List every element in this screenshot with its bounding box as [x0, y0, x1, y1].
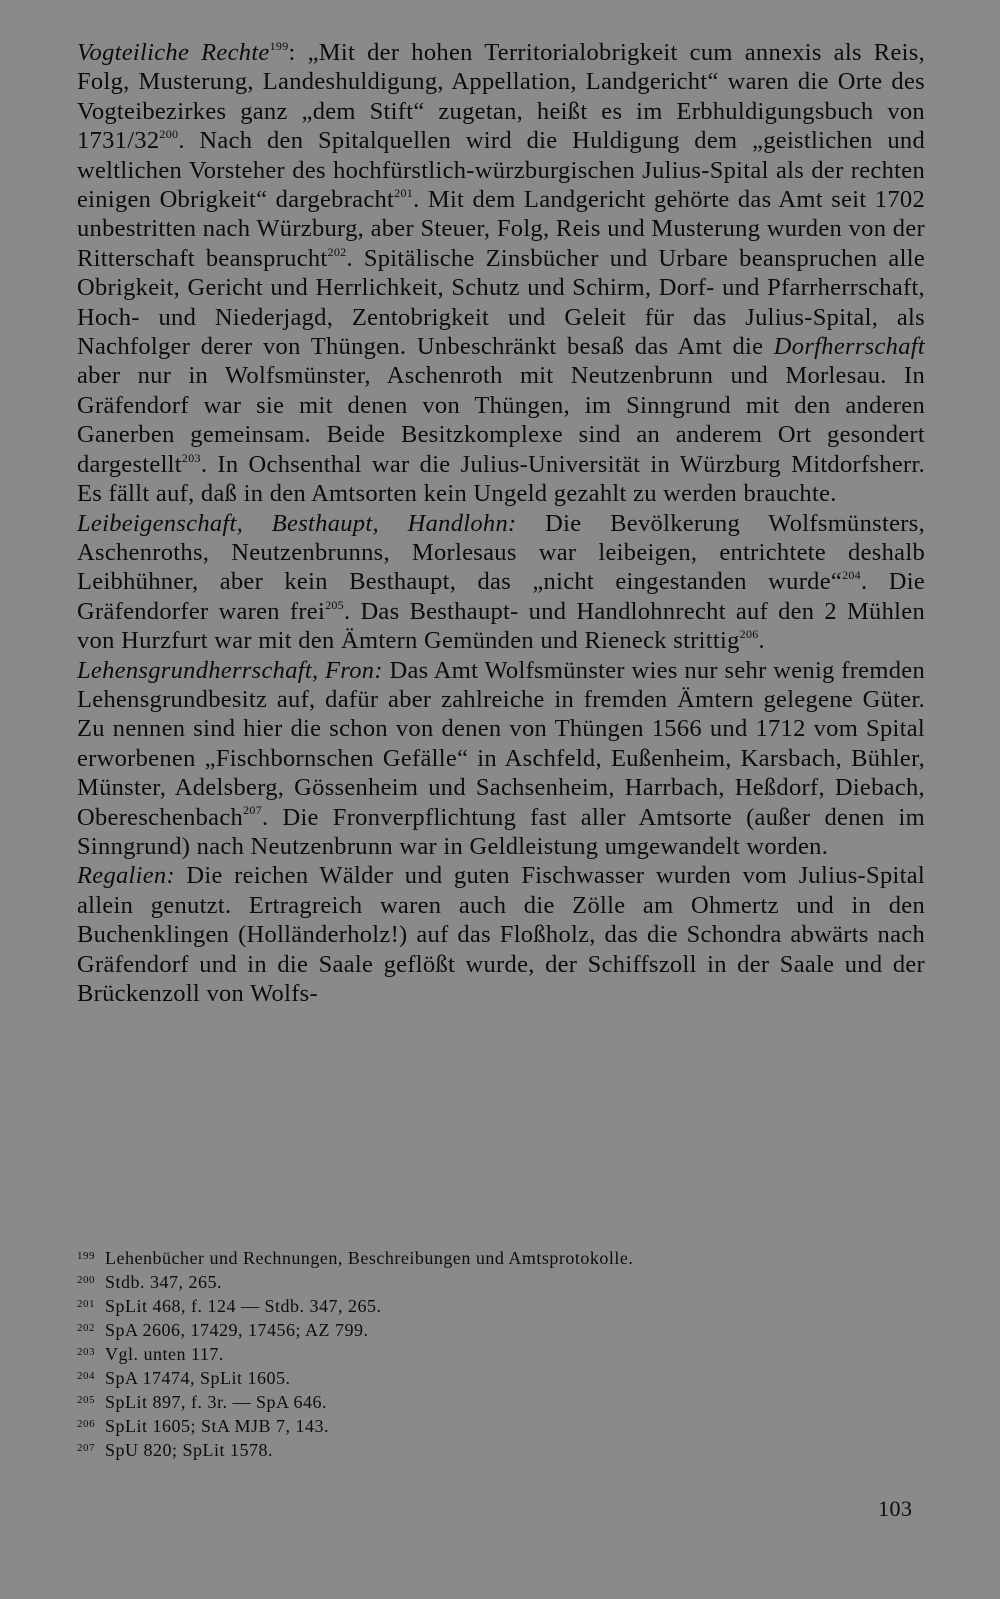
footnote-number: 201	[77, 1298, 95, 1310]
page-number: 103	[878, 1496, 913, 1521]
footnote-text: SpA 2606, 17429, 17456; AZ 799.	[105, 1320, 369, 1340]
paragraph-vogteiliche-rechte	[77, 38, 925, 509]
section-heading-vogteiliche-rechte: Vogteiliche Rechte	[77, 39, 270, 66]
footnote	[77, 1390, 925, 1414]
footnote-text: SpA 17474, SpLit 1605.	[105, 1368, 291, 1388]
footnote-text: SpLit 897, f. 3r. — SpA 646.	[105, 1392, 328, 1412]
paragraph-leibeigenschaft	[77, 509, 925, 656]
footnote-ref-206[interactable]: 206	[739, 626, 759, 641]
text-run: Das Amt Wolfsmünster wies nur sehr wenig fremden Lehensgrundbesitz auf, dafür aber zahlreiche in fremden Ämtern gelegene Güter. Zu nennen sind hier die schon von denen von Thüngen 1566 und 1712 vom Spital erworbenen „Fischbornschen Gefälle“ in Aschfeld, Eußenheim, Karsbach, Bühler, Münster, Adelsberg, Gössenheim und Sachsenheim, Harrbach, Heßdorf, Diebach, Obereschenbach	[77, 656, 925, 831]
text-run: aber nur in Wolfsmünster, Aschenroth mit Neutzenbrunn und Morlesau. In Gräfendorf war sie mit denen von Thüngen, im Sinngrund mit den anderen Ganerben gemeinsam. Beide Besitzkomplexe sind an anderem Ort gesondert dargestellt	[77, 362, 925, 478]
footnote-number: 205	[77, 1394, 95, 1406]
footnote	[77, 1438, 925, 1462]
text-run: Die reichen Wälder und guten Fischwasser wurden vom Julius-Spital allein genutzt. Ertragreich waren auch die Zölle am Ohmertz und in den Buchenklingen (Holländerholz!) auf das Floßholz, das die Schondra abwärts nach Gräfendorf und in die Saale geflößt wurde, der Schiffszoll in der Saale und der Brückenzoll von Wolfs-	[77, 862, 925, 1007]
body-text	[77, 38, 925, 1008]
footnote-number: 203	[77, 1346, 95, 1358]
footnote	[77, 1270, 925, 1294]
text-run: . Nach den Spitalquellen wird die Huldigung dem „geistlichen und weltlichen Vorsteher des hochfürstlich-würzburgischen Julius-Spital als der rechten einigen Obrigkeit“ dargebracht	[77, 127, 925, 214]
footnote-ref-200[interactable]: 200	[159, 127, 179, 142]
footnote-text: SpLit 1605; StA MJB 7, 143.	[105, 1416, 330, 1436]
inline-heading-dorfherrschaft: Dorfherrschaft	[773, 333, 925, 361]
footnote-number: 202	[77, 1322, 95, 1334]
text-run: . Die Fronverpflichtung fast aller Amtsorte (außer denen im Sinngrund) nach Neutzenbrunn war in Geldleistung umgewandelt worden.	[77, 803, 925, 860]
paragraph-regalien	[77, 861, 925, 1008]
section-heading-lehensgrundherrschaft: Lehensgrundherrschaft, Fron:	[77, 656, 383, 684]
footnote-text: SpU 820; SpLit 1578.	[105, 1440, 274, 1460]
footnote-ref-203[interactable]: 203	[181, 450, 201, 465]
footnote	[77, 1318, 925, 1342]
text-run: . Das Besthaupt- und Handlohnrecht auf den 2 Mühlen von Hurzfurt war mit den Ämtern Gemünden und Rieneck strittig	[77, 597, 925, 655]
footnote-ref-202[interactable]: 202	[327, 244, 347, 259]
section-heading-regalien: Regalien:	[77, 862, 175, 890]
footnote	[77, 1294, 925, 1318]
text-run: .	[758, 627, 765, 655]
footnote-number: 204	[77, 1370, 95, 1382]
footnote-number: 199	[77, 1250, 95, 1262]
footnote-ref-199[interactable]: 199	[269, 38, 289, 53]
footnote-ref-204[interactable]: 204	[842, 568, 861, 583]
footnote	[77, 1414, 925, 1438]
footnote-text: Vgl. unten 117.	[105, 1344, 224, 1364]
footnote-number: 206	[77, 1418, 95, 1430]
footnote	[77, 1342, 925, 1366]
footnote	[77, 1366, 925, 1390]
text-run: Die Bevölkerung Wolfsmünsters, Aschenroths, Neutzenbrunns, Morlesaus war leibeigen, entrichtete deshalb Leibhühner, aber kein Besthaupt, das „nicht eingestanden wurde“	[77, 509, 925, 596]
text-run: : „Mit der hohen Territorialobrigkeit cum annexis als Reis, Folg, Musterung, Landeshuldigung, Appellation, Landgericht“ waren die Orte des Vogteibezirkes ganz „dem Stift“ zugetan, heißt es im Erbhuldigungsbuch von 1731/32	[77, 39, 925, 155]
footnote-ref-207[interactable]: 207	[243, 803, 262, 818]
text-run: . Spitälische Zinsbücher und Urbare beanspruchen alle Obrigkeit, Gericht und Herrlichkeit, Schutz und Schirm, Dorf- und Pfarrherrschaft, Hoch- und Niederjagd, Zentobrigkeit und Geleit für das Julius-Spital, als Nachfolger derer von Thüngen. Unbeschränkt besaß das Amt die	[77, 244, 925, 361]
footnotes	[77, 1246, 925, 1462]
text-run: . In Ochsenthal war die Julius-Universität in Würzburg Mitdorfsherr. Es fällt auf, daß in den Amtsorten kein Ungeld gezahlt zu werden brauchte.	[77, 450, 925, 508]
footnote	[77, 1246, 925, 1270]
footnote-number: 200	[77, 1274, 95, 1286]
text-run: . Mit dem Landgericht gehörte das Amt seit 1702 unbestritten nach Würzburg, aber Steuer, Folg, Reis und Musterung wurden von der Ritterschaft beansprucht	[77, 186, 926, 272]
footnote-text: Stdb. 347, 265.	[105, 1272, 223, 1292]
footnote-ref-201[interactable]: 201	[394, 185, 414, 200]
section-heading-leibeigenschaft: Leibeigenschaft, Besthaupt, Handlohn:	[77, 509, 517, 537]
footnote-number: 207	[77, 1442, 95, 1454]
footnote-ref-205[interactable]: 205	[325, 597, 344, 612]
text-run: . Die Gräfendorfer waren frei	[77, 568, 926, 625]
paragraph-lehensgrundherrschaft	[77, 656, 925, 862]
footnote-text: SpLit 468, f. 124 — Stdb. 347, 265.	[105, 1296, 382, 1316]
page-content	[77, 38, 925, 1008]
footnote-text: Lehenbücher und Rechnungen, Beschreibungen und Amtsprotokolle.	[105, 1248, 634, 1268]
